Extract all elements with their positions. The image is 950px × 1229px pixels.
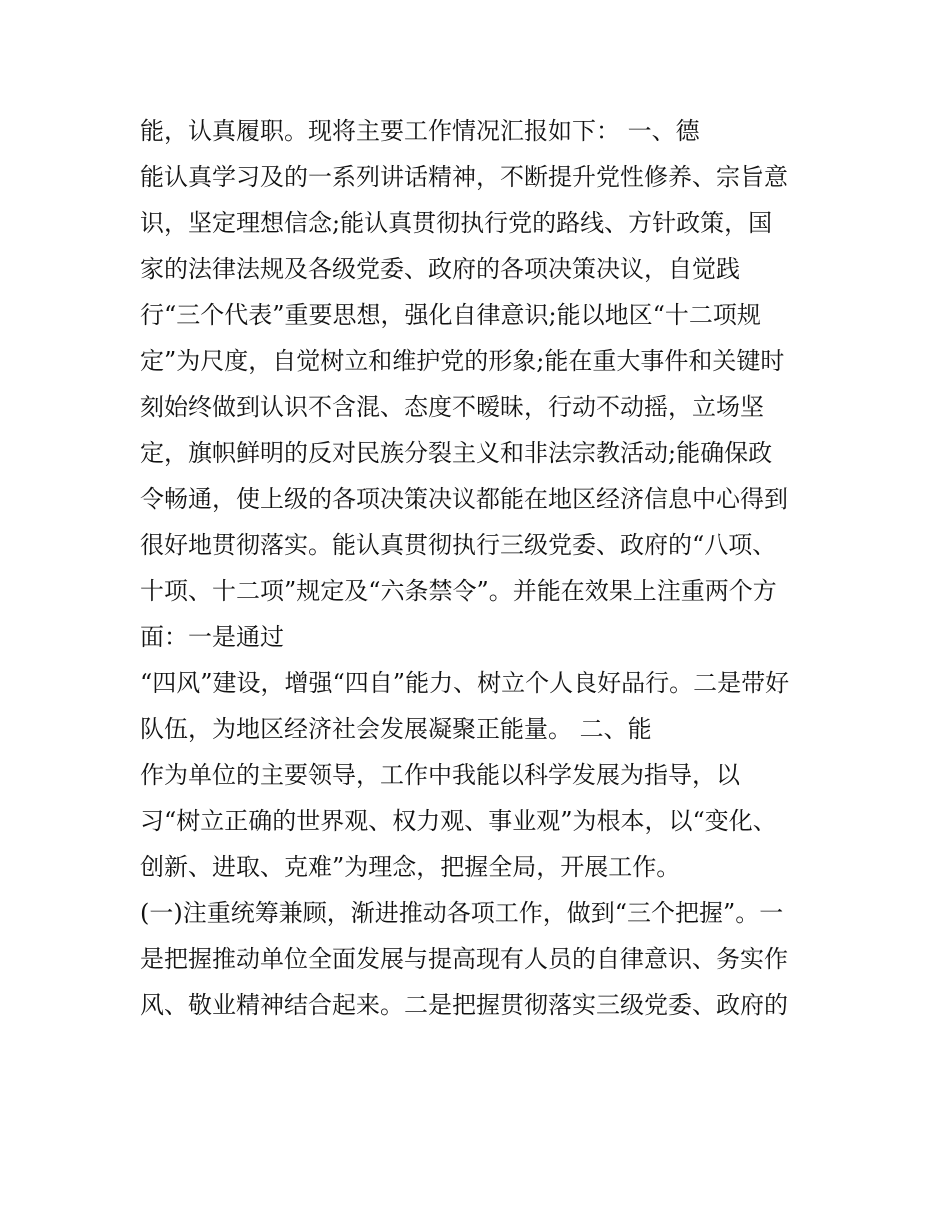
text-line: “四风”建设，增强“四自”能力、树立个人良好品行。二是带好 (140, 669, 790, 697)
text-line: 能认真学习及的一系列讲话精神，不断提升党性修养、宗旨意 (140, 163, 788, 191)
text-line: 队伍，为地区经济社会发展凝聚正能量。 二、能 (140, 715, 652, 743)
text-line: 是把握推动单位全面发展与提高现有人员的自律意识、务实作 (140, 945, 788, 973)
text-line: 家的法律法规及各级党委、政府的各项决策决议，自觉践 (140, 255, 740, 283)
text-line: 定，旗帜鲜明的反对民族分裂主义和非法宗教活动;能确保政 (140, 439, 773, 467)
text-line: 刻始终做到认识不含混、态度不暧昧，行动不动摇，立场坚 (140, 393, 764, 421)
text-line: 创新、进取、克难”为理念，把握全局，开展工作。 (140, 853, 681, 881)
text-line: 习“树立正确的世界观、权力观、事业观”为根本，以“变化、 (140, 807, 777, 835)
text-line: 面：一是通过 (140, 623, 284, 651)
text-line: 作为单位的主要领导，工作中我能以科学发展为指导，以 (140, 761, 740, 789)
text-line: 很好地贯彻落实。能认真贯彻执行三级党委、政府的“八项、 (140, 531, 777, 559)
text-line: 定”为尺度，自觉树立和维护党的形象;能在重大事件和关键时 (140, 347, 785, 375)
text-line: 十项、十二项”规定及“六条禁令”。并能在效果上注重两个方 (140, 577, 777, 605)
text-line: (一)注重统筹兼顾，渐进推动各项工作，做到“三个把握”。一 (140, 899, 784, 927)
text-line: 能，认真履职。现将主要工作情况汇报如下： 一、德 (140, 117, 700, 145)
text-line: 行“三个代表”重要思想，强化自律意识;能以地区“十二项规 (140, 301, 761, 329)
text-line: 令畅通，使上级的各项决策决议都能在地区经济信息中心得到 (140, 485, 788, 513)
text-line: 风、敬业精神结合起来。二是把握贯彻落实三级党委、政府的 (140, 991, 788, 1019)
text-line: 识，坚定理想信念;能认真贯彻执行党的路线、方针政策，国 (140, 209, 773, 237)
document-body (140, 108, 830, 1028)
